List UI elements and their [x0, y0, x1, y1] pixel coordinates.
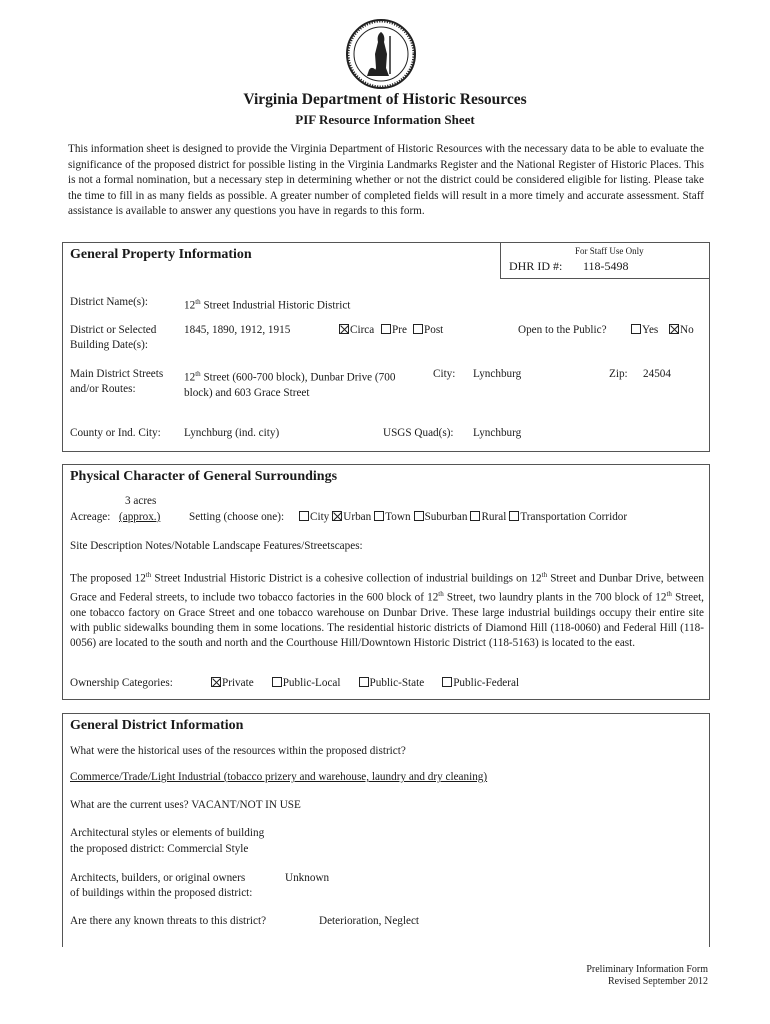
setting-checkbox[interactable] — [332, 511, 342, 521]
intro-paragraph: This information sheet is designed to provide the Virginia Department of Historic Resources with the necessary data to be able to evaluate the significance of the proposed district for possible listing in the Virginia Landmarks Register and the National Register of Historic Places. This is not a formal nomination, but a necessary step in determining whether or not the district could be considered eligible for listing. Please take the time to fill in as many fields as possible. A greater number of completed fields will result in a more timely and accurate assessment. Staff assistance is available to answer any questions you have in regards to this form. — [68, 143, 704, 218]
ownership-option-label: Public-State — [369, 677, 425, 689]
streets-ordinal: th — [195, 370, 201, 378]
ownership-option-private[interactable] — [211, 677, 254, 689]
circa-label: Circa — [350, 324, 375, 336]
setting-option-label: Rural — [481, 511, 507, 523]
no-option[interactable] — [669, 323, 694, 338]
footer-line-2: Revised September 2012 — [608, 976, 708, 987]
yes-option[interactable] — [631, 323, 658, 338]
no-label: No — [680, 324, 694, 336]
setting-option-urban[interactable] — [332, 511, 371, 523]
architects-answer[interactable]: Unknown — [285, 872, 330, 884]
setting-checkbox[interactable] — [470, 511, 480, 521]
page-title: Virginia Department of Historic Resources — [243, 91, 527, 108]
ownership-option-label: Private — [222, 677, 254, 689]
yes-checkbox[interactable] — [631, 324, 641, 334]
setting-checkbox[interactable] — [509, 511, 519, 521]
pre-option[interactable] — [381, 323, 407, 338]
zip-value[interactable]: 24504 — [643, 368, 671, 380]
setting-option-city[interactable] — [299, 511, 329, 523]
streets-value[interactable] — [184, 367, 424, 401]
setting-options — [299, 510, 630, 525]
virginia-seal-logo — [345, 18, 417, 90]
footer-line-1: Preliminary Information Form — [586, 964, 708, 975]
current-uses-row — [70, 798, 301, 813]
usgs-label: USGS Quad(s): — [383, 427, 454, 439]
pre-checkbox[interactable] — [381, 324, 391, 334]
current-uses-answer[interactable]: VACANT/NOT IN USE — [191, 799, 301, 811]
ownership-option-public-federal[interactable] — [442, 677, 519, 689]
setting-checkbox[interactable] — [374, 511, 384, 521]
ownership-checkbox[interactable] — [442, 677, 452, 687]
ownership-checkbox[interactable] — [359, 677, 369, 687]
styles-question-line2: the proposed district: — [70, 843, 165, 855]
site-notes-label: Site Description Notes/Notable Landscape Features/Streetscapes: — [70, 540, 363, 552]
ownership-option-label: Public-Local — [282, 677, 341, 689]
setting-checkbox[interactable] — [299, 511, 309, 521]
threats-answer[interactable]: Deterioration, Neglect — [319, 915, 420, 927]
ownership-label: Ownership Categories: — [70, 677, 173, 689]
site-notes-text: The proposed 12th Street Industrial Historic District is a cohesive collection of industrial buildings on 12th Street and Dunbar Drive, between Grace and Federal streets, to include two tobacco factories in the 600 block of 12th Street, two laundry plants in the 700 block of 12th Street, one tobacco factory on Grace Street and one tobacco warehouse on Dunbar Drive. These large industrial buildings occupy their entire site with public sidewalks bounding them in some locations. The residential historic districts of Diamond Hill (118-0060) and Federal Hill (118-0056) are located to the south and north and the Courthouse Hill/Downtown Historic District (118-5163) is located to the east. — [70, 571, 704, 650]
district-name-rest: Street Industrial Historic District — [200, 299, 351, 312]
threats-question: Are there any known threats to this district? — [70, 915, 267, 927]
setting-option-label: Town — [385, 511, 411, 523]
streets-rest: Street (600-700 block), Dunbar Drive (700 block) and 603 Grace Street — [184, 371, 396, 399]
current-uses-question: What are the current uses? — [70, 799, 189, 811]
acreage-value[interactable]: 3 acres — [125, 495, 157, 507]
section-heading: Physical Character of General Surroundings — [70, 469, 338, 484]
streets-number: 12 — [184, 371, 196, 384]
open-public-label: Open to the Public? — [518, 324, 607, 336]
pre-label: Pre — [392, 324, 407, 336]
staff-use-label: For Staff Use Only — [575, 246, 644, 256]
city-label: City: — [433, 368, 456, 380]
setting-option-suburban[interactable] — [414, 511, 468, 523]
district-name-value[interactable] — [184, 295, 350, 314]
dates-label: District or Selected Building Date(s): — [70, 324, 157, 351]
streets-label: Main District Streets and/or Routes: — [70, 368, 164, 395]
section-heading: General Property Information — [70, 247, 252, 262]
section-heading: General District Information — [70, 718, 244, 733]
circa-checkbox[interactable] — [339, 324, 349, 334]
dhr-id-value[interactable]: 118-5498 — [583, 259, 629, 273]
dhr-id-label: DHR ID #: — [509, 259, 563, 273]
setting-option-transportation-corridor[interactable] — [509, 511, 627, 523]
acreage-note: (approx.) — [119, 511, 161, 523]
ownership-checkbox[interactable] — [272, 677, 282, 687]
county-value[interactable]: Lynchburg (ind. city) — [184, 427, 280, 439]
post-option[interactable] — [413, 323, 443, 338]
page-subtitle: PIF Resource Information Sheet — [295, 112, 475, 127]
district-name-number: 12 — [184, 299, 196, 312]
staff-use-box — [500, 242, 710, 279]
acreage-label: Acreage: — [70, 511, 111, 523]
district-name-label: District Name(s): — [70, 296, 148, 308]
circa-option[interactable] — [339, 323, 374, 338]
setting-option-label: Urban — [343, 511, 372, 523]
ownership-option-label: Public-Federal — [453, 677, 520, 689]
setting-option-label: Suburban — [424, 511, 468, 523]
styles-question-line1: Architectural styles or elements of building — [70, 827, 265, 839]
post-label: Post — [424, 324, 444, 336]
styles-row — [70, 842, 248, 857]
post-checkbox[interactable] — [413, 324, 423, 334]
architects-question-line1: Architects, builders, or original owners — [70, 872, 246, 884]
county-label: County or Ind. City: — [70, 427, 161, 439]
district-info-section — [62, 713, 710, 947]
no-checkbox[interactable] — [669, 324, 679, 334]
styles-answer[interactable]: Commercial Style — [167, 843, 249, 855]
historical-uses-question: What were the historical uses of the resources within the proposed district? — [70, 745, 406, 757]
setting-option-label: Transportation Corridor — [520, 511, 628, 523]
historical-uses-answer[interactable]: Commerce/Trade/Light Industrial (tobacco prizery and warehouse, laundry and dry cleaning) — [70, 771, 488, 783]
ownership-option-public-state[interactable] — [359, 677, 425, 689]
usgs-value[interactable]: Lynchburg — [473, 427, 522, 439]
physical-character-section — [62, 464, 710, 700]
setting-option-town[interactable] — [374, 511, 410, 523]
form-footer — [586, 964, 708, 988]
yes-label: Yes — [642, 324, 659, 336]
ownership-checkbox[interactable] — [211, 677, 221, 687]
architects-question-line2: of buildings within the proposed district: — [70, 887, 253, 899]
ownership-option-public-local[interactable] — [272, 677, 341, 689]
zip-label: Zip: — [609, 368, 628, 380]
setting-label: Setting (choose one): — [189, 511, 285, 523]
setting-option-rural[interactable] — [470, 511, 506, 523]
general-property-section — [62, 242, 710, 452]
ownership-options — [211, 676, 537, 691]
dates-value[interactable]: 1845, 1890, 1912, 1915 — [184, 324, 291, 336]
district-name-ordinal: th — [195, 298, 201, 306]
setting-checkbox[interactable] — [414, 511, 424, 521]
setting-option-label: City — [310, 511, 330, 523]
city-value[interactable]: Lynchburg — [473, 368, 522, 380]
